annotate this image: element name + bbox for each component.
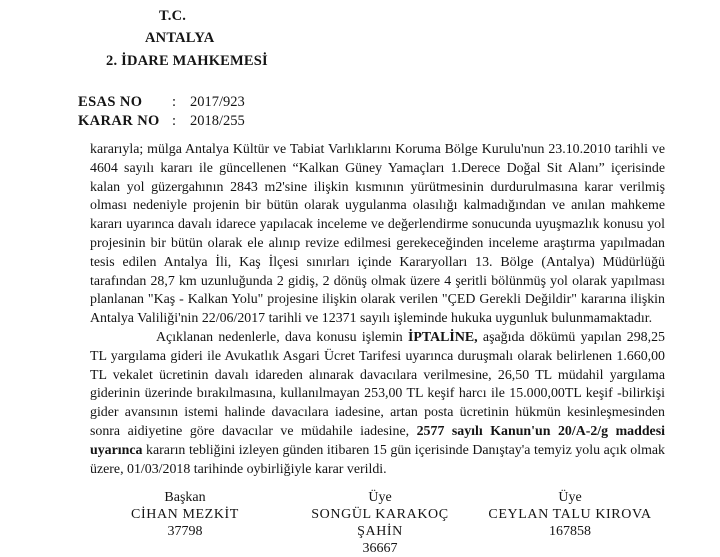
- header-court: 2. İDARE MAHKEMESİ: [106, 53, 268, 69]
- esas-label: ESAS NO: [78, 94, 143, 110]
- signature-role: Başkan: [164, 490, 206, 505]
- signature-name: CEYLAN TALU KIROVA: [488, 507, 652, 522]
- signature-name: CİHAN MEZKİT: [131, 507, 239, 522]
- karar-label: KARAR NO: [78, 113, 160, 129]
- signature-name: SONGÜL KARAKOÇ ŞAHİN: [311, 507, 449, 539]
- karar-value: 2018/255: [190, 113, 245, 129]
- verdict-annulment: İPTALİNE,: [408, 329, 478, 345]
- signature-member-1: [306, 489, 454, 557]
- paragraph-reasoning: kararıyla; mülga Antalya Kültür ve Tabiat Varlıklarını Koruma Bölge Kurulu'nun 23.10.2010 tarihli ve 4604 sayılı kararı ile güncellenen “Kalkan Güney Yamaçları 1.Derece Doğal Sit Alanı” içerisinde kalan yol güzergahının 2843 m2'sine ilişkin kısmının yürütmesinin durdurulmasına karar verilmiş olması nedeniyle projenin bir bütün olarak uygulanma olasılığı kalmadığından ve anılan mahkeme kararı uyarınca davalı idarece yapılacak inceleme ve değerlendirme sonucunda uyuşmazlık konusu yol projesinin bir bütün olarak ele alınıp revize edilmesi gerekeceğinden inceleme araştırma yapılmadan tesis edilen Antalya İli, Kaş İlçesi sınırları içinde Kararyolları 13. Bölge (Antalya) Müdürlüğü tarafından 28,7 km uzunluğunda 2 gidiş, 2 dönüş olmak üzere 4 şeritli bölünmüş yol olarak yapılması planlanan "Kaş - Kalkan Yolu" projesine ilişkin olarak verilen "ÇED Gerekli Değildir" kararına ilişkin Antalya Valiliği'nin 22/06/2017 tarihli ve 12371 sayılı işleminde hukuka uygunluk bulunmamaktadır.: [90, 142, 665, 327]
- verdict-law-reference: 2577 sayılı Kanun'un 20/A-2/g maddesi uyarınca: [90, 423, 665, 458]
- header-tc: T.C.: [159, 8, 187, 24]
- esas-colon: :: [172, 94, 177, 110]
- karar-colon: :: [172, 113, 177, 129]
- decision-body: [90, 141, 665, 479]
- signature-number: 167858: [549, 524, 591, 539]
- header-city: ANTALYA: [145, 30, 215, 46]
- paragraph-verdict: [90, 329, 665, 479]
- signature-role: Üye: [368, 490, 392, 505]
- signature-number: 37798: [167, 524, 203, 539]
- signature-number: 36667: [362, 541, 398, 556]
- signature-president: [115, 489, 255, 540]
- esas-value: 2017/923: [190, 94, 245, 110]
- verdict-text-a: Açıklanan nedenlerle, dava konusu işlemin: [156, 329, 409, 345]
- verdict-text-b: aşağıda dökümü yapılan 298,25 TL yargılama gideri ile Avukatlık Asgari Ücret Tarifesi uyarınca duruşmalı olarak belirlenen 1.660,00 TL vekalet ücretinin davalı idareden alınarak davacılara verilmesine, 26,50 TL müdahil yargılama giderinin üzerinde bırakılmasına, kullanılmayan 253,00 TL keşif harcı ile 15.000,00TL keşif -bilirkişi gider avansının istemi halinde davacılara iadesine, artan posta ücretinin hükmün kesinleşmesinden sonra aidiyetine göre davacılar ve müdahile iadesine,: [90, 329, 665, 439]
- signature-member-2: [475, 489, 665, 540]
- verdict-text-c: kararın tebliğini izleyen günden itibaren 15 gün içerisinde Danıştay'a temyiz yolu açık olmak üzere, 01/03/2018 tarihinde oybirliğiyle karar verildi.: [90, 442, 665, 477]
- signature-role: Üye: [558, 490, 582, 505]
